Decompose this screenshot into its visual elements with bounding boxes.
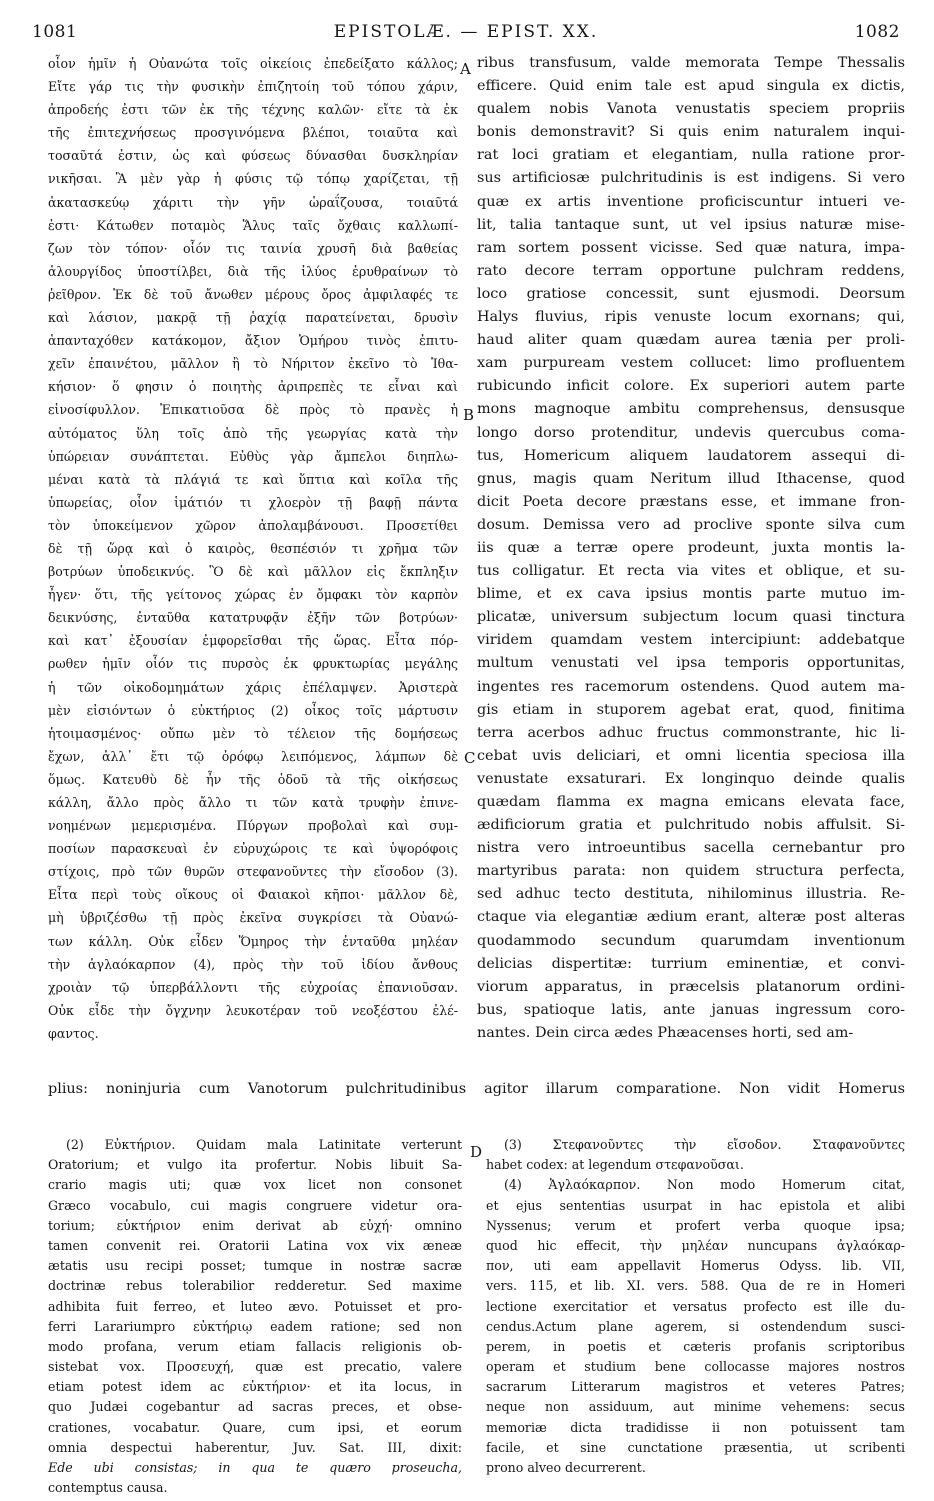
footnote-line: perem, in poetis et cæteris profanis scriptoribus <box>486 1338 905 1354</box>
greek-text-line: Οὐκ εἶδε τὴν ὄγχνην λευκοτέραν τοῦ νεοξέστου ἐλέ- <box>48 1002 458 1018</box>
latin-text-line: Halys fluvius, ripis venuste locum exornans; qui, <box>477 309 905 326</box>
greek-text-line: καὶ λάσιον, μακρᾷ τῇ ῥαχίᾳ παρατείνεται, δρυσὶν <box>48 310 458 326</box>
footnote-line: omnia despectui haberentur, Juv. Sat. III, dixit: <box>48 1439 462 1455</box>
greek-text-line: τοσαῦτά ἐστιν, ὡς καὶ φύσεως δύνασθαι δυσκληρίαν <box>48 148 458 164</box>
footnote-line: modo profana, verum etiam fallacis religionis ob- <box>48 1338 462 1354</box>
footnote-line: quod hic effecit, τὴν μηλέαν nuncupans ἀγλαόκαρ- <box>486 1237 905 1253</box>
greek-text-line: τὴν ἀγλαόκαρπον (4), πρὸς τὴν τοῦ ἰδίου ἄνθους <box>48 956 458 972</box>
footnote-line: sistebat vox. Προσευχή, quæ est precatio, valere <box>48 1359 462 1375</box>
footnotes-right <box>486 1135 905 1478</box>
latin-text-line: ædificiorum gratia et pulchritudo nobis affulsit. Si- <box>477 817 905 834</box>
latin-text-line: quæ ex artis inventione proficiscuntur intueri ve- <box>477 193 905 210</box>
footnote-line: ætatis usu recipi posset; tumque in nostræ sacræ <box>48 1258 462 1274</box>
footnote-line: torium; εὐκτήριον enim derivat ab εὐχή· omnino <box>48 1217 462 1233</box>
footnote-line: πον, uti eam appellavit Homerus Odyss. lib. VII, <box>486 1258 905 1274</box>
greek-text-line: βοτρύων ὑποδεικνύς. Ὃ δὲ καὶ μᾶλλον εἰς ἔκπληξιν <box>48 564 458 580</box>
margin-letter-b: B <box>463 406 475 424</box>
greek-text-line: ποσίων παρασκευαὶ ἐν εὐρυχώροις τε καὶ ὑψορόφοις <box>48 841 458 857</box>
footnote-line: Ede ubi consistas; in qua te quæro proseucha, <box>48 1460 462 1475</box>
greek-text-line: Εἴτε γάρ τις τὴν φυσικὴν ἐπιζητοίη τοῦ τόπου χάριν, <box>48 79 458 95</box>
latin-text-line: delicias dispertitæ: turrium eminentiæ, et convi- <box>477 955 905 972</box>
greek-text-line: Εἶτα περὶ τοὺς οἴκους οἱ Φαιακοὶ κῆποι· μᾶλλον δὲ, <box>48 887 458 903</box>
greek-text-line: φαντος. <box>48 1025 99 1041</box>
footnote-line: ferri Larariumpro εὐκτήριῳ eadem ratione; sed non <box>48 1318 462 1334</box>
latin-text-line: bus, spatioque latis, ante januas ingressum coro- <box>477 1001 905 1018</box>
greek-text-line: μὴ ὑβριζέσθω τῇ πρὸς ἐκεῖνα συγκρίσει τὰ Οὐανώ- <box>48 910 458 926</box>
footnote-line: adhibita fuit ferreo, et luteo ævo. Potuisset et pro- <box>48 1298 462 1314</box>
latin-text-line: sed adhuc tecto destituta, nihilominus illustria. Re- <box>477 886 905 903</box>
latin-text-line: ingentes res racemorum ostendens. Quod autem ma- <box>477 678 905 695</box>
latin-text-line: venustate exsaturari. Ex longinquo deinde qualis <box>477 770 905 787</box>
latin-text-line: nistra vero introeuntibus sacella cernebantur pro <box>477 840 905 857</box>
greek-text-line: καὶ κατ᾽ ἐξουσίαν ἐμφορεῖσθαι τῆς ὥρας. Εἶτα πόρ- <box>48 633 458 649</box>
footnote-line: Græco vocabulo, cui magis congruere videtur ora- <box>48 1197 462 1213</box>
greek-text-line: νοημένων μεμερισμένα. Πύργων προβολαὶ καὶ συμ- <box>48 818 458 834</box>
footnote-line: (4) Ἀγλαόκαρπον. Non modo Homerum citat, <box>504 1177 905 1193</box>
latin-text-line: nantes. Dein circa ædes Phæacenses horti, sed am- <box>477 1024 854 1041</box>
latin-text-line: rubicundo inficit colore. Ex superiori autem parte <box>477 378 905 395</box>
full-width-line: plius: noninjuria cum Vanotorum pulchritudinibus agitor illarum comparatione. Non vidit Homerus <box>48 1081 905 1097</box>
running-head <box>32 22 900 48</box>
greek-text-line: στίχοις, πρὸ τῶν θυρῶν στεφανοῦντες τὴν εἴσοδον (3). <box>48 864 458 880</box>
latin-text-line: tus colligatur. Et recta via vites et oblique, et su- <box>477 563 905 580</box>
greek-text-line: δεικνύσης, ἐνταῦθα κατατρυφᾷν ἐξῆν τῶν βοτρύων· <box>48 610 458 626</box>
latin-text-line: multum venustati vel ipsa temporis opportunitas, <box>477 655 905 672</box>
latin-text-line: mons magnoque ambitu comprehensus, densusque <box>477 401 905 418</box>
greek-text-line: ρωθεν ἡμῖν οἷόν τις πυρσὸς ἐκ φρυκτωρίας μεγάλης <box>48 656 458 672</box>
footnote-line: cendus.Actum plane agerem, si ostendendum susci- <box>486 1318 905 1334</box>
footnote-line: operam et studium bene collocasse majores nostros <box>486 1359 905 1375</box>
latin-text-line: cebat uvis deliciari, et omni licentia speciosa illa <box>477 747 905 764</box>
greek-text-column <box>48 52 458 1045</box>
page-number-right: 1082 <box>854 22 900 42</box>
greek-text-line: ῥεῖθρον. Ἐκ δὲ τοῦ ἄνωθεν μέρους ὄρος ἀμφιλαφές τε <box>48 286 458 302</box>
footnote-line: memoriæ dicta tradidisse ii non potuissent tam <box>486 1419 905 1435</box>
latin-text-line: rat loci gratiam et elegantiam, nulla ratione pror- <box>477 147 905 164</box>
footnote-line: facile, et sine cunctatione præsentia, ut scribenti <box>486 1439 905 1455</box>
footnote-line: et ejus sententias usurpat in hac epistola et alibi <box>486 1197 905 1213</box>
latin-text-line: viorum apparatus, in præcelsis platanorum ordini- <box>477 978 905 995</box>
greek-text-line: τὸν ὑποκείμενον χῶρον ἀπολαμβάνουσι. Προσετίθει <box>48 517 458 533</box>
latin-text-line: loco gratiose concessit, sunt ejusmodi. Deorsum <box>477 285 905 302</box>
latin-text-line: terra acerbos adhuc fructus commonstrante, hic li- <box>477 724 905 741</box>
footnote-line: lectione exercitatior et versatus profecto est ille du- <box>486 1298 905 1314</box>
margin-letter-d: D <box>470 1143 483 1161</box>
latin-text-line: quodammodo secundum quarumdam inventionum <box>477 932 905 949</box>
greek-text-line: αὐτόματος ὕλη τοῖς ἀπὸ τῆς γεωργίας κατὰ τὴν <box>48 425 458 441</box>
footnote-line: contemptus causa. <box>48 1480 168 1496</box>
footnote-line: quo Judæi cogebantur ad sacras preces, et obse- <box>48 1399 462 1415</box>
greek-text-line: μὲν εἰσιόντων ὁ εὐκτήριος (2) οἶκος τοῖς μάρτυσιν <box>48 702 458 718</box>
running-title: EPISTOLÆ. — EPIST. XX. <box>333 22 599 42</box>
latin-text-line: bonis demonstravit? Si quis enim naturalem inqui- <box>477 124 905 141</box>
page-number-left: 1081 <box>32 22 78 42</box>
latin-text-line: blime, et ex cava ipsius montis parte mutuo im- <box>477 586 905 603</box>
footnote-line: Nyssenus; verum et profert verba quoque ipsa; <box>486 1217 905 1233</box>
latin-text-line: efficere. Quid enim tale est apud singula ex dictis, <box>477 78 905 95</box>
greek-text-line: ἦγεν· ὅτι, τῆς γείτονος χώρας ἐν ὄμφακι τὸν καρπὸν <box>48 587 458 603</box>
footnote-line: neque non assiduum, aut minime vehemens: secus <box>486 1399 905 1415</box>
latin-text-line: dosum. Demissa vero ad proclive sponte silva cum <box>477 516 905 533</box>
greek-text-line: ὅμως. Κατευθὺ δὲ ἦν τῆς ὁδοῦ τὰ τῆς οἰκήσεως <box>48 771 458 787</box>
latin-text-line: rato decore terram opportune pulchram reddens, <box>477 262 905 279</box>
latin-text-line: martyribus parata: non quidem structura perfecta, <box>477 863 905 880</box>
latin-text-line: plicatæ, universum subjectum locum quasi tinctura <box>477 609 905 626</box>
footnote-line: vers. 115, et lib. XI. vers. 588. Qua de re in Homeri <box>486 1278 905 1294</box>
greek-text-line: χεῖν ἐπαινέτου, μᾶλλον ἢ τὸ Νήριτον ἐκεῖνο τὸ Ἰθα- <box>48 356 458 372</box>
footnote-line: Oratorium; et vulgo ita profertur. Nobis libuit Sa- <box>48 1157 462 1173</box>
footnotes-left <box>48 1135 462 1498</box>
latin-text-line: gnus, magis quam Neritum illud Ithacense, quod <box>477 470 905 487</box>
latin-text-line: quædam flamma ex magna emicans elevata face, <box>477 794 905 810</box>
greek-text-line: ἀκατασκεύῳ χάριτι τὴν γῆν ὡραΐζουσα, τοιαῦτά <box>48 194 458 210</box>
greek-text-line: ὑπωρείας, οἷον ἱμάτιόν τι χλοερὸν τῇ βαφῇ πάντα <box>48 494 458 510</box>
latin-text-line: iis quæ a terræ opere prodeunt, juxta montis la- <box>477 539 905 556</box>
latin-text-line: ribus transfusum, valde memorata Tempe Thessalis <box>477 55 905 71</box>
greek-text-line: τῆς ἐπιτεχνήσεως προσγινόμενα βλέποι, τοιαῦτα καὶ <box>48 125 458 141</box>
footnote-line: habet codex: at legendum στεφανοῦσαι. <box>486 1157 744 1173</box>
greek-text-line: ἀπροδεής ἐστι τῶν ἐκ τῆς τέχνης καλῶν· εἴτε τὰ ἐκ <box>48 102 458 118</box>
greek-text-line: κάλλη, ἄλλο πρὸς ἄλλο τι τῶν κατὰ τρυφὴν ἐπινε- <box>48 795 458 810</box>
greek-text-line: ὑπώρειαν συνάπτεται. Εὐθὺς γὰρ ἄμπελοι διηπλω- <box>48 448 458 464</box>
latin-text-line: ctaque via elegantiæ ædium erant, alteræ post alteras <box>477 909 905 926</box>
footnote-line: crationes, vocabatur. Quare, cum ipsi, et eorum <box>48 1419 462 1435</box>
greek-text-line: ἡ τῶν οἰκοδομημάτων χάρις ἐπέλαμψεν. Ἀριστερὰ <box>48 679 458 695</box>
footnote-line: prono alveo decurrerent. <box>486 1460 646 1475</box>
footnote-line: crario magis uti; quæ vox licet non consonet <box>48 1177 462 1193</box>
latin-text-line: gis etiam in stuporem agebat erat, quod, finitima <box>477 701 905 718</box>
footnote-line: etiam potest idem ac εὐκτήριον· et ita locus, in <box>48 1379 462 1395</box>
greek-text-line: μέναι κατὰ τὰ πλάγιά τε καὶ ὕπτια καὶ κοῖλα τῆς <box>48 471 458 487</box>
latin-text-line: haud aliter quam quædam aurea tænia per proli- <box>477 332 905 349</box>
greek-text-line: ἁπανταχόθεν κατάκομον, ἄξιον Ὁμήρου τινὸς ἐπιτυ- <box>48 333 458 349</box>
greek-text-line: εἰνοσίφυλλον. Ἐπικατιοῦσα δὲ πρὸς τὸ πρανὲς ἡ <box>48 402 458 418</box>
latin-text-line: longo dorso protenditur, undevis quercubus coma- <box>477 424 905 441</box>
latin-text-line: qualem nobis Vanota venustatis speciem propriis <box>477 101 905 118</box>
greek-text-line: νικῆσαι. Ἃ μὲν γὰρ ἡ φύσις τῷ τόπῳ χαρίζεται, τῇ <box>48 171 458 187</box>
greek-text-line: χροιὰν τῷ ὑπερβάλλοντι τῆς εὐχροίας ἐπανιοῦσαν. <box>48 979 458 995</box>
footnote-line: tamen convenit rei. Oratorii Latina vox vix æneæ <box>48 1237 462 1253</box>
footnote-line: sacrarum Litterarum magistros et veteres Patres; <box>486 1379 905 1395</box>
greek-text-line: των κάλλη. Οὐκ εἶδεν Ὅμηρος τὴν ἐνταῦθα μηλέαν <box>48 933 458 949</box>
greek-text-line: ἔχων, ἀλλ᾽ ἔτι τῷ ὀρόφῳ λειπόμενος, λάμπων δὲ <box>48 748 458 764</box>
latin-text-line: tus, Homericum aliquem laudatorem assequi di- <box>477 447 905 464</box>
latin-text-line: xam purpuream vestem collucet: limo profluentem <box>477 355 905 372</box>
greek-text-line: κήσιον· ὅ φησιν ὁ ποιητὴς ἀριπρεπὲς τε εἶναι καὶ <box>48 379 458 395</box>
latin-text-line: sus artificiosæ pulchritudinis is est indigens. Si vero <box>477 170 905 187</box>
greek-text-line: ζων τὸν τόπον· οἷόν τις ταινία χρυσῆ διὰ βαθείας <box>48 240 458 256</box>
latin-text-line: lit, talia tantaque sunt, ut vel ipsius naturæ mise- <box>477 216 905 233</box>
greek-text-line: ἐστι· Κάτωθεν ποταμὸς Ἅλυς ταῖς ὄχθαις καλλωπί- <box>48 217 458 233</box>
latin-text-column <box>477 52 905 1045</box>
latin-text-line: viridem quamdam vestem intercipiunt: addebatque <box>477 632 905 649</box>
greek-text-line: οἷον ἡμῖν ἡ Οὐανώτα τοῖς οἰκείοις ἐπεδείξατο κάλλος; <box>48 56 458 71</box>
latin-text-line: dicit Poeta decore præstans esse, et immane fron- <box>477 493 905 510</box>
margin-letter-c: C <box>464 749 476 767</box>
footnote-line: doctrinæ rebus tolerabilior redderetur. Sed maxime <box>48 1278 462 1294</box>
greek-text-line: δὲ τῇ ὥρᾳ καὶ ὁ καιρὸς, θεσπέσιόν τι χρῆμα τῶν <box>48 540 458 556</box>
greek-text-line: ἡτοιμασμένος· οὔπω μὲν τὸ τέλειον τῆς δομήσεως <box>48 725 458 741</box>
margin-letter-a: A <box>460 60 471 78</box>
footnote-line: (3) Στεφανοῦντες τὴν εἴσοδον. Σταφανοῦντες <box>504 1137 905 1152</box>
greek-text-line: ἁλουργίδος ὑποστίλβει, διὰ τῆς ἰλύος ἐρυθραίνων τὸ <box>48 263 458 279</box>
footnote-line: (2) Εὐκτήριον. Quidam mala Latinitate verterunt <box>66 1137 462 1152</box>
latin-text-line: ram sortem possent vicisse. Sed quæ natura, impa- <box>477 239 905 256</box>
